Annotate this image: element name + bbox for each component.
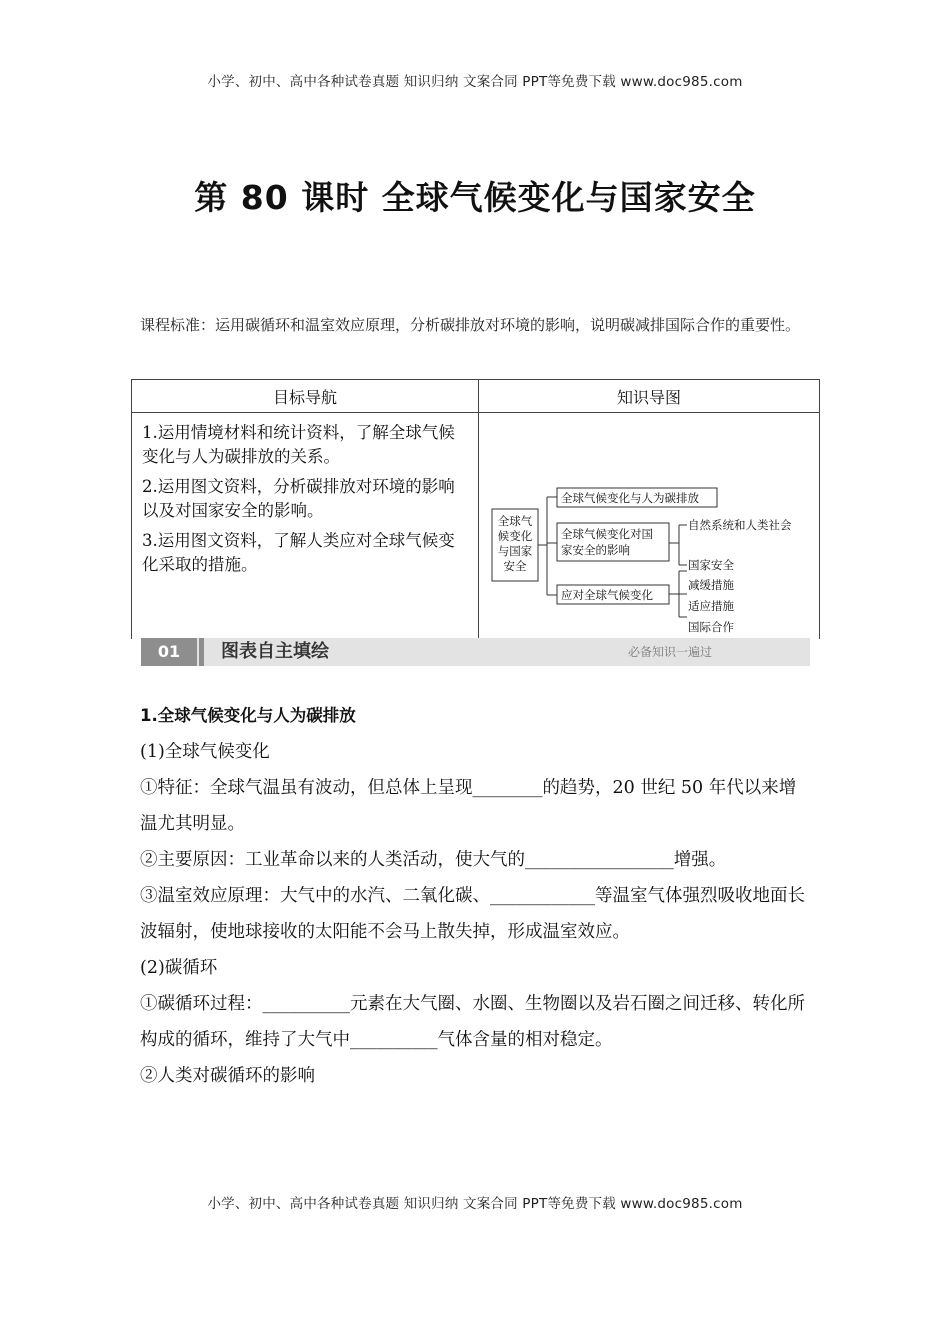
content-paragraph: ②主要原因：工业革命以来的人类活动，使大气的_________________增强。 (140, 850, 727, 870)
mindmap-leaf-text: 国家安全 (688, 558, 734, 572)
mindmap-brace (669, 525, 687, 565)
mindmap-branch-text: 全球气候变化对国 (561, 527, 653, 541)
mindmap-brace (538, 497, 557, 595)
mindmap-root-text: 与国家 (497, 544, 533, 558)
section-number: 01 (141, 638, 197, 666)
mindmap-leaf-text: 自然系统和人类社会 (688, 518, 792, 532)
page-header: 小学、初中、高中各种试卷真题 知识归纳 文案合同 PPT等免费下载 www.doc985.com (207, 74, 743, 90)
mindmap-brace (669, 571, 687, 617)
content-paragraph: ①特征：全球气温虽有波动，但总体上呈现________的趋势，20 世纪 50 年代以来增温尤其明显。 (140, 778, 797, 834)
mindmap-branch-text: 家安全的影响 (561, 543, 630, 557)
section-title: 图表自主填绘 (221, 641, 329, 662)
goal-item: 1.运用情境材料和统计资料，了解全球气候变化与人为碳排放的关系。 (142, 423, 455, 466)
goal-item: 3.运用图文资料，了解人类应对全球气候变化采取的措施。 (142, 531, 455, 574)
mindmap-leaf-text: 减缓措施 (688, 578, 734, 592)
goals-table (131, 379, 820, 639)
mindmap-root-text: 安全 (503, 559, 527, 573)
lesson-title: 第 80 课时 全球气候变化与国家安全 (194, 178, 756, 217)
section-bar (141, 638, 810, 666)
goals-list (132, 413, 478, 577)
mindmap-header: 知识导图 (479, 380, 820, 413)
mindmap-branch-text: 应对全球气候变化 (561, 588, 653, 602)
main-content (140, 698, 812, 1094)
mindmap-root-text: 候变化 (497, 529, 533, 543)
page-footer: 小学、初中、高中各种试卷真题 知识归纳 文案合同 PPT等免费下载 www.doc985.com (207, 1196, 743, 1212)
mindmap-leaf-text: 国际合作 (688, 620, 734, 634)
mindmap-branch-text: 全球气候变化与人为碳排放 (561, 491, 699, 505)
mindmap-leaf-text: 适应措施 (688, 599, 734, 613)
content-paragraph: ③温室效应原理：大气中的水汽、二氧化碳、____________等温室气体强烈吸收地面长波辐射，使地球接收的太阳能不会马上散失掉，形成温室效应。 (140, 886, 805, 942)
content-paragraph: ①碳循环过程：__________元素在大气圈、水圈、生物圈以及岩石圈之间迁移、转化所构成的循环，维持了大气中__________气体含量的相对稳定。 (140, 994, 805, 1050)
mindmap-root-text: 全球气 (497, 514, 533, 528)
goals-header: 目标导航 (132, 380, 479, 413)
content-heading: 1.全球气候变化与人为碳排放 (140, 706, 356, 725)
content-subheading: (2)碳循环 (140, 958, 218, 978)
section-divider (199, 638, 204, 666)
content-paragraph: ②人类对碳循环的影响 (140, 1066, 315, 1086)
goal-item: 2.运用图文资料，分析碳排放对环境的影响以及对国家安全的影响。 (142, 477, 455, 520)
knowledge-mindmap (491, 433, 811, 634)
content-subheading: (1)全球气候变化 (140, 742, 270, 762)
section-subtitle: 必备知识一遍过 (627, 645, 712, 659)
curriculum-standard: 课程标准：运用碳循环和温室效应原理，分析碳排放对环境的影响，说明碳减排国际合作的重要性。 (140, 316, 801, 334)
